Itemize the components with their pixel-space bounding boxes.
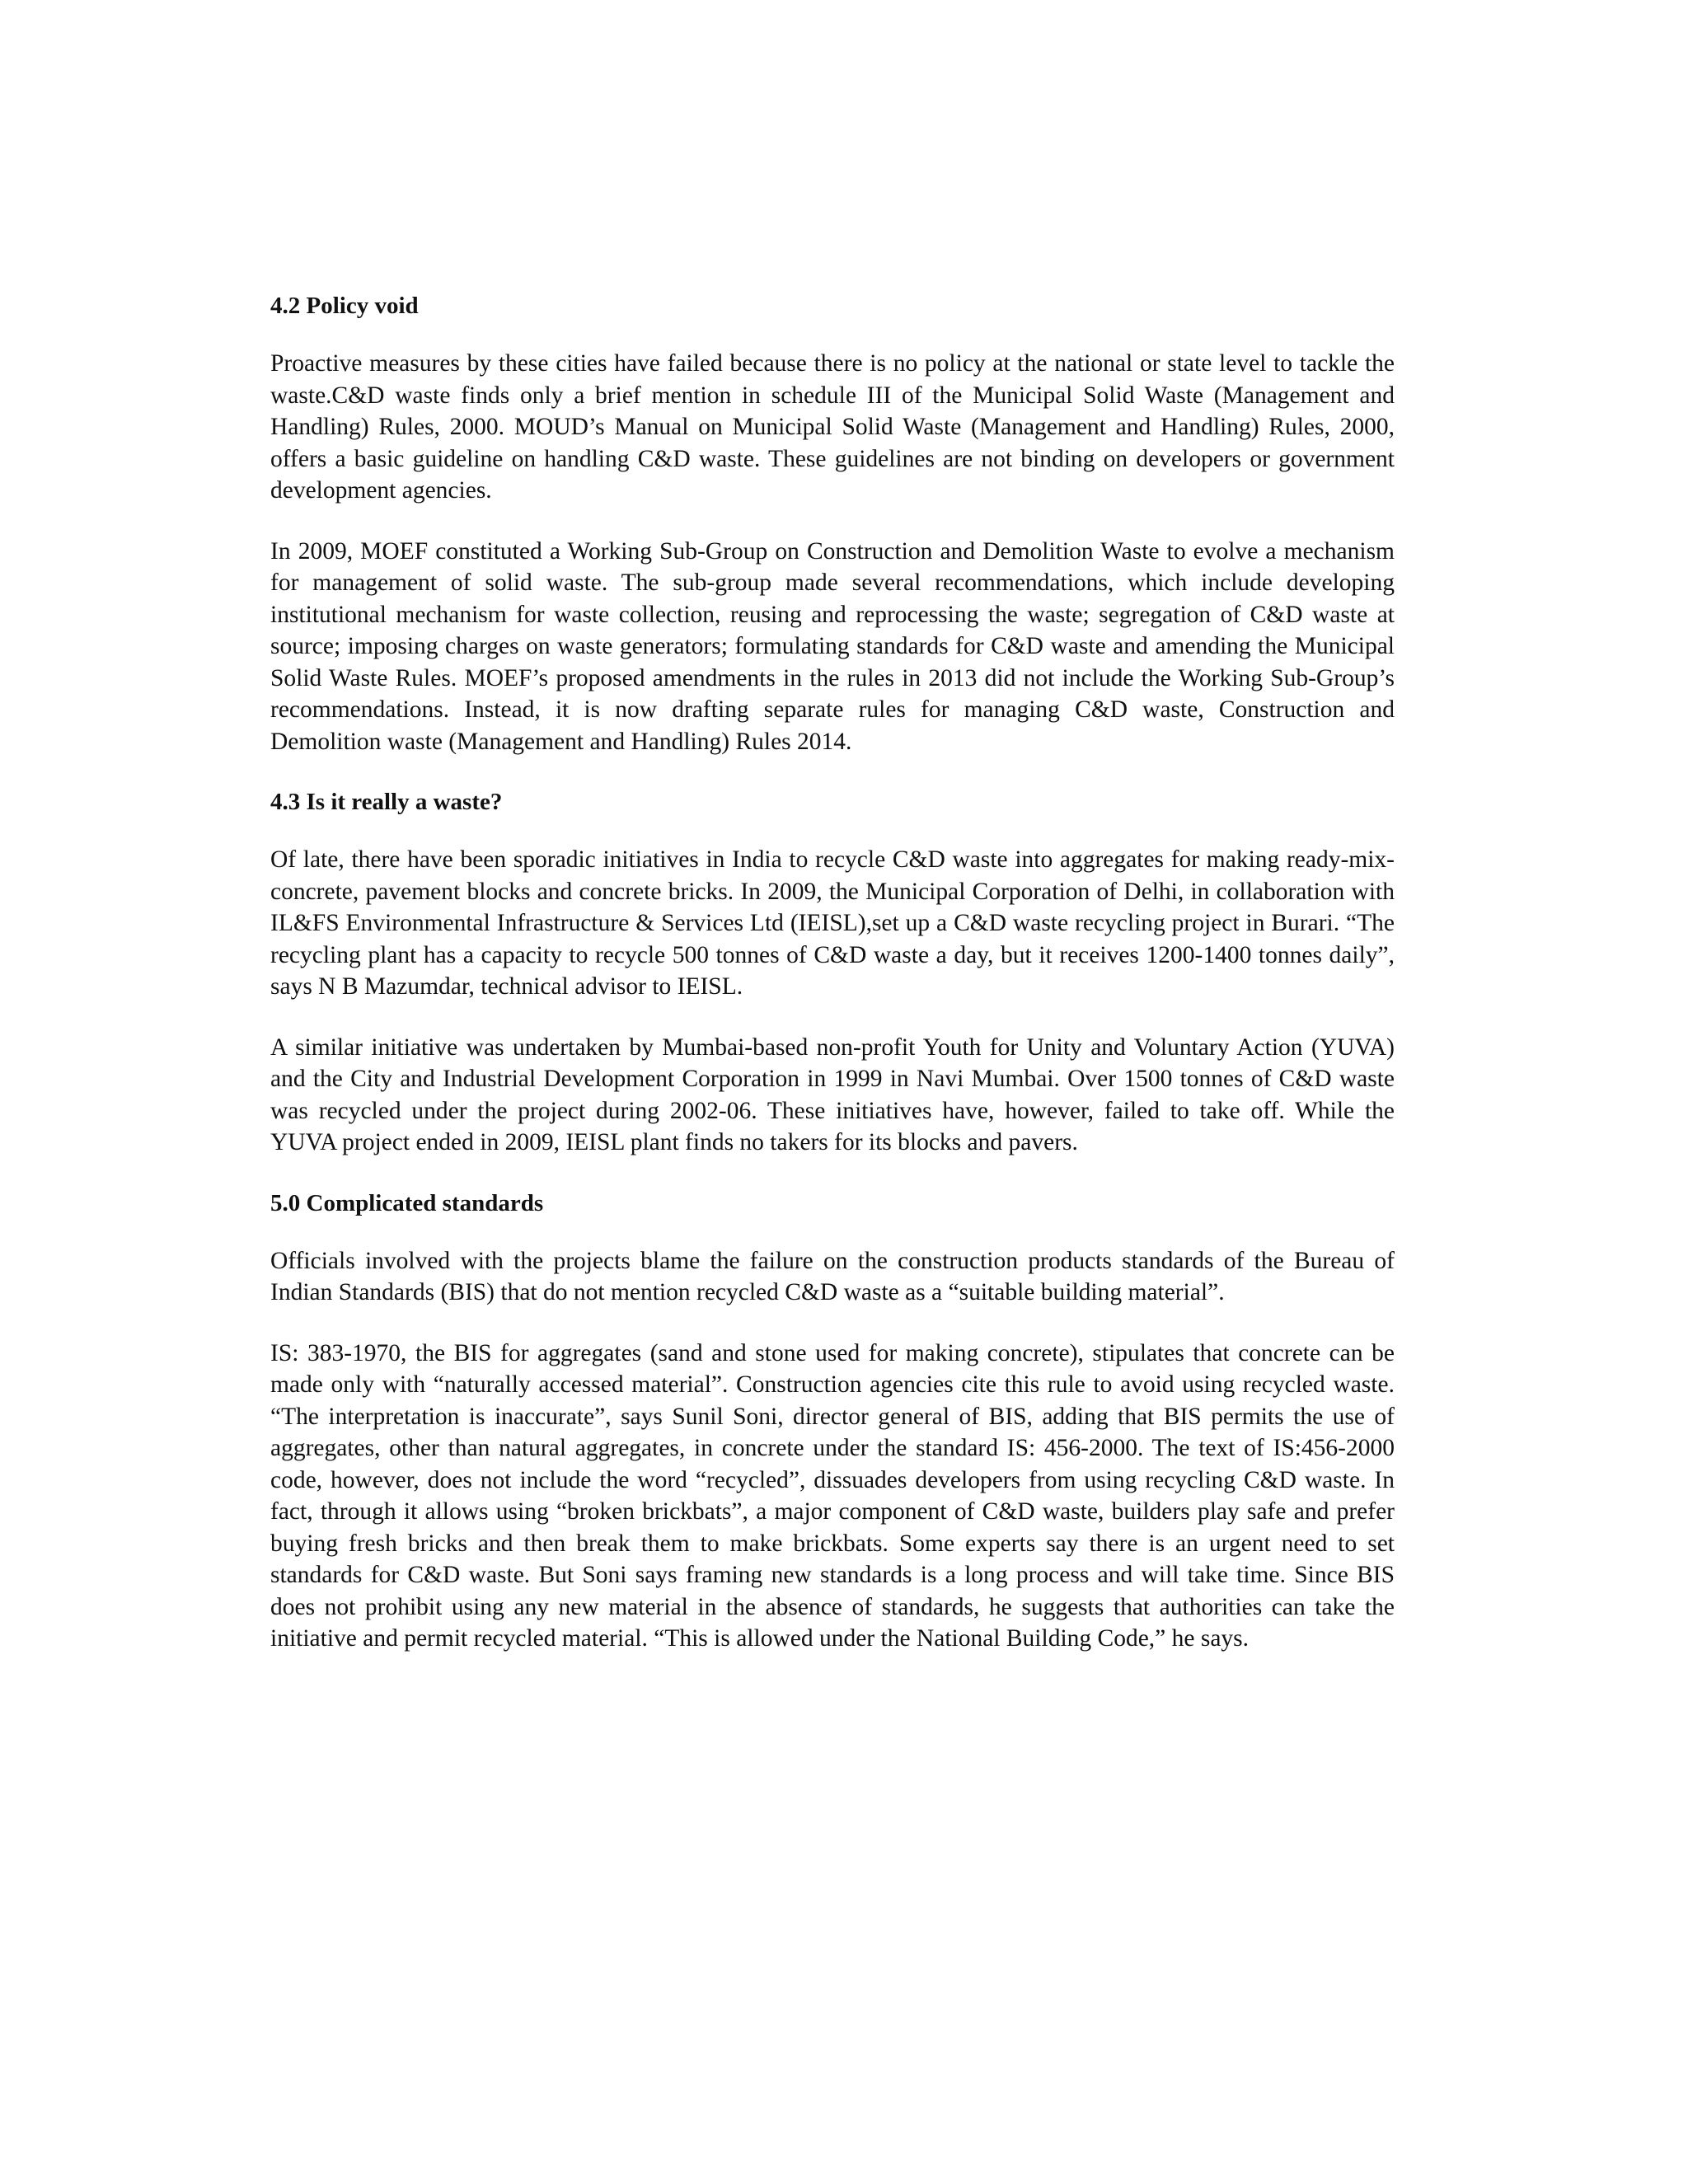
section-heading: 4.2 Policy void xyxy=(270,293,419,319)
section-is-it-really-a-waste xyxy=(270,786,1395,1159)
paragraph: Of late, there have been sporadic initiatives in India to recycle C&D waste into aggregates for making ready-mix-concrete, pavement blocks and concrete bricks. In 2009, the Municipal Corporation of Delhi, in collaboration with IL&FS Environmental Infrastructure & Services Ltd (IEISL),set up a C&D waste recycling project in Burari. “The recycling plant has a capacity to recycle 500 tonnes of C&D waste a day, but it receives 1200-1400 tonnes daily”, says N B Mazumdar, technical advisor to IEISL. xyxy=(270,846,1395,1000)
section-complicated-standards xyxy=(270,1188,1395,1655)
paragraph: Proactive measures by these cities have failed because there is no policy at the national or state level to tackle the waste.C&D waste finds only a brief mention in schedule III of the Municipal Solid Waste (Management and Handling) Rules, 2000. MOUD’s Manual on Municipal Solid Waste (Management and Handling) Rules, 2000, offers a basic guideline on handling C&D waste. These guidelines are not binding on developers or government development agencies. xyxy=(270,350,1395,504)
section-heading: 4.3 Is it really a waste? xyxy=(270,789,503,815)
paragraph: In 2009, MOEF constituted a Working Sub-Group on Construction and Demolition Waste to evolve a mechanism for management of solid waste. The sub-group made several recommendations, which include developing institutional mechanism for waste collection, reusing and reprocessing the waste; segregation of C&D waste at source; imposing charges on waste generators; formulating standards for C&D waste and amending the Municipal Solid Waste Rules. MOEF’s proposed amendments in the rules in 2013 did not include the Working Sub-Group’s recommendations. Instead, it is now drafting separate rules for managing C&D waste, Construction and Demolition waste (Management and Handling) Rules 2014. xyxy=(270,537,1395,755)
section-policy-void xyxy=(270,290,1395,757)
paragraph: IS: 383-1970, the BIS for aggregates (sand and stone used for making concrete), stipulates that concrete can be made only with “naturally accessed material”. Construction agencies cite this rule to avoid using recycled waste. “The interpretation is inaccurate”, says Sunil Soni, director general of BIS, adding that BIS permits the use of aggregates, other than natural aggregates, in concrete under the standard IS: 456-2000. The text of IS:456-2000 code, however, does not include the word “recycled”, dissuades developers from using recycling C&D waste. In fact, through it allows using “broken brickbats”, a major component of C&D waste, builders play safe and prefer buying fresh bricks and then break them to make brickbats. Some experts say there is an urgent need to set standards for C&D waste. But Soni says framing new standards is a long process and will take time. Since BIS does not prohibit using any new material in the absence of standards, he suggests that authorities can take the initiative and permit recycled material. “This is allowed under the National Building Code,” he says. xyxy=(270,1339,1395,1652)
paragraph: A similar initiative was undertaken by Mumbai-based non-profit Youth for Unity and Voluntary Action (YUVA) and the City and Industrial Development Corporation in 1999 in Navi Mumbai. Over 1500 tonnes of C&D waste was recycled under the project during 2002-06. These initiatives have, however, failed to take off. While the YUVA project ended in 2009, IEISL plant finds no takers for its blocks and pavers. xyxy=(270,1033,1395,1155)
section-heading: 5.0 Complicated standards xyxy=(270,1189,544,1216)
paragraph: Officials involved with the projects blame the failure on the construction products standards of the Bureau of Indian Standards (BIS) that do not mention recycled C&D waste as a “suitable building material”. xyxy=(270,1247,1395,1305)
document-page xyxy=(270,290,1395,1684)
